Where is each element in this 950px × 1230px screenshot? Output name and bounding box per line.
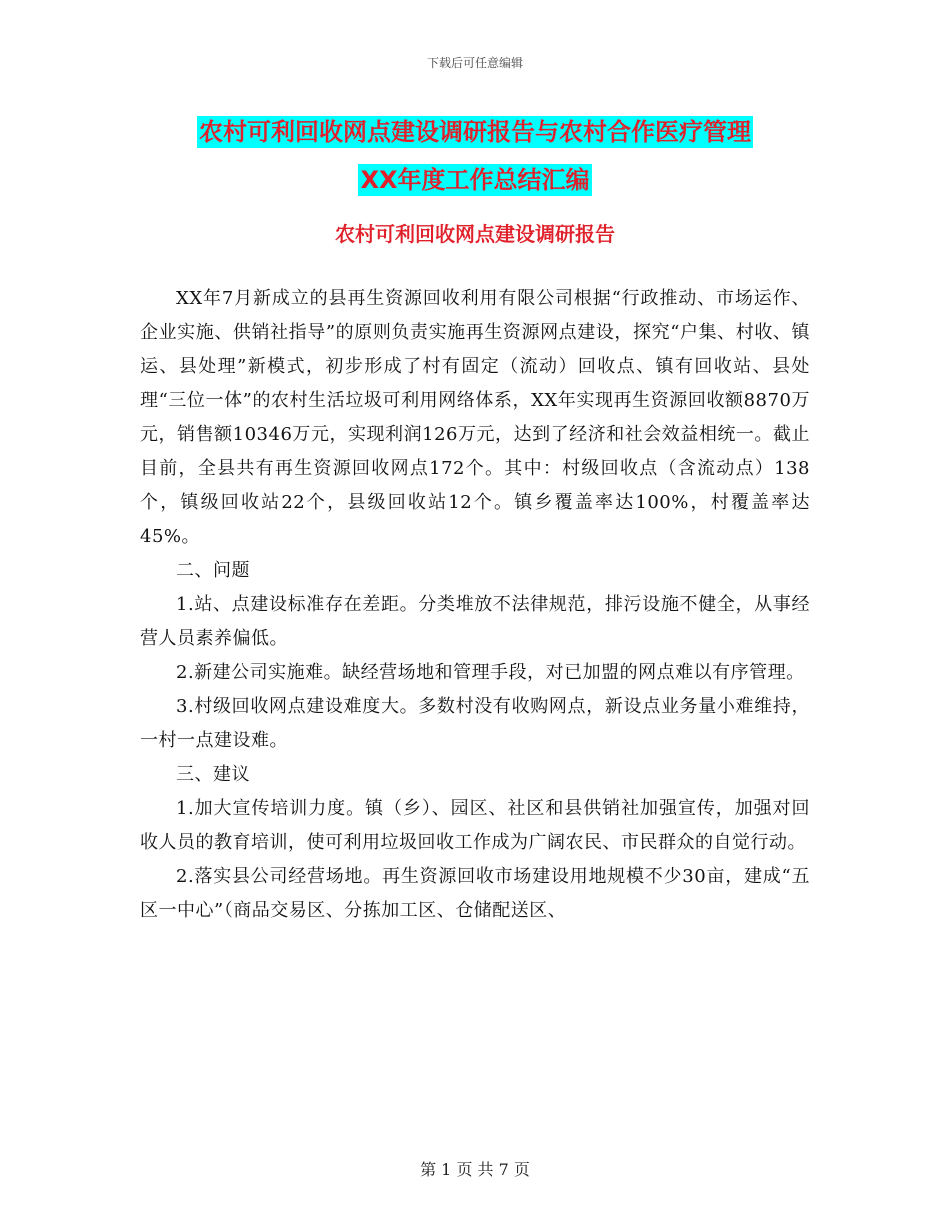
document-title	[0, 108, 950, 204]
paragraph-suggestion-2: 2.落实县公司经营场地。再生资源回收市场建设用地规模不少30亩，建成“五区一中心”（商品交易区、分拣加工区、仓储配送区、	[140, 866, 810, 921]
title-line-1: 农村可利回收网点建设调研报告与农村合作医疗管理	[199, 118, 751, 146]
heading-problems: 二、问题	[176, 560, 250, 581]
paragraph-problem-3: 3.村级回收网点建设难度大。多数村没有收购网点，新设点业务量小难维持，一村一点建设难。	[140, 696, 810, 751]
header-note: 下载后可任意编辑	[426, 56, 523, 70]
paragraph-problem-2: 2.新建公司实施难。缺经营场地和管理手段，对已加盟的网点难以有序管理。	[176, 662, 805, 683]
page-footer: 第 1 页 共 7 页	[420, 1160, 530, 1179]
heading-suggestions: 三、建议	[176, 764, 250, 785]
paragraph-suggestion-1: 1.加大宣传培训力度。镇（乡）、园区、社区和县供销社加强宣传，加强对回收人员的教育培训，使可利用垃圾回收工作成为广阔农民、市民群众的自觉行动。	[140, 798, 810, 853]
paragraph-intro: XX年7月新成立的县再生资源回收利用有限公司根据“行政推动、市场运作、企业实施、供销社指导”的原则负责实施再生资源网点建设，探究“户集、村收、镇运、县处理”新模式，初步形成了村有固定（流动）回收点、镇有回收站、县处理“三位一体”的农村生活垃圾可利用网络体系，XX年实现再生资源回收额8870万元，销售额10346万元，实现利润126万元，达到了经济和社会效益相统一。截止目前，全县共有再生资源回收网点172个。其中：村级回收点（含流动点）138个，镇级回收站22个，县级回收站12个。镇乡覆盖率达100%，村覆盖率达45%。	[140, 288, 810, 547]
body-text	[140, 282, 810, 928]
title-line-2: XX年度工作总结汇编	[360, 166, 590, 194]
paragraph-problem-1: 1.站、点建设标准存在差距。分类堆放不法律规范，排污设施不健全，从事经营人员素养偏低。	[140, 594, 810, 649]
section-title: 农村可利回收网点建设调研报告	[335, 222, 615, 246]
